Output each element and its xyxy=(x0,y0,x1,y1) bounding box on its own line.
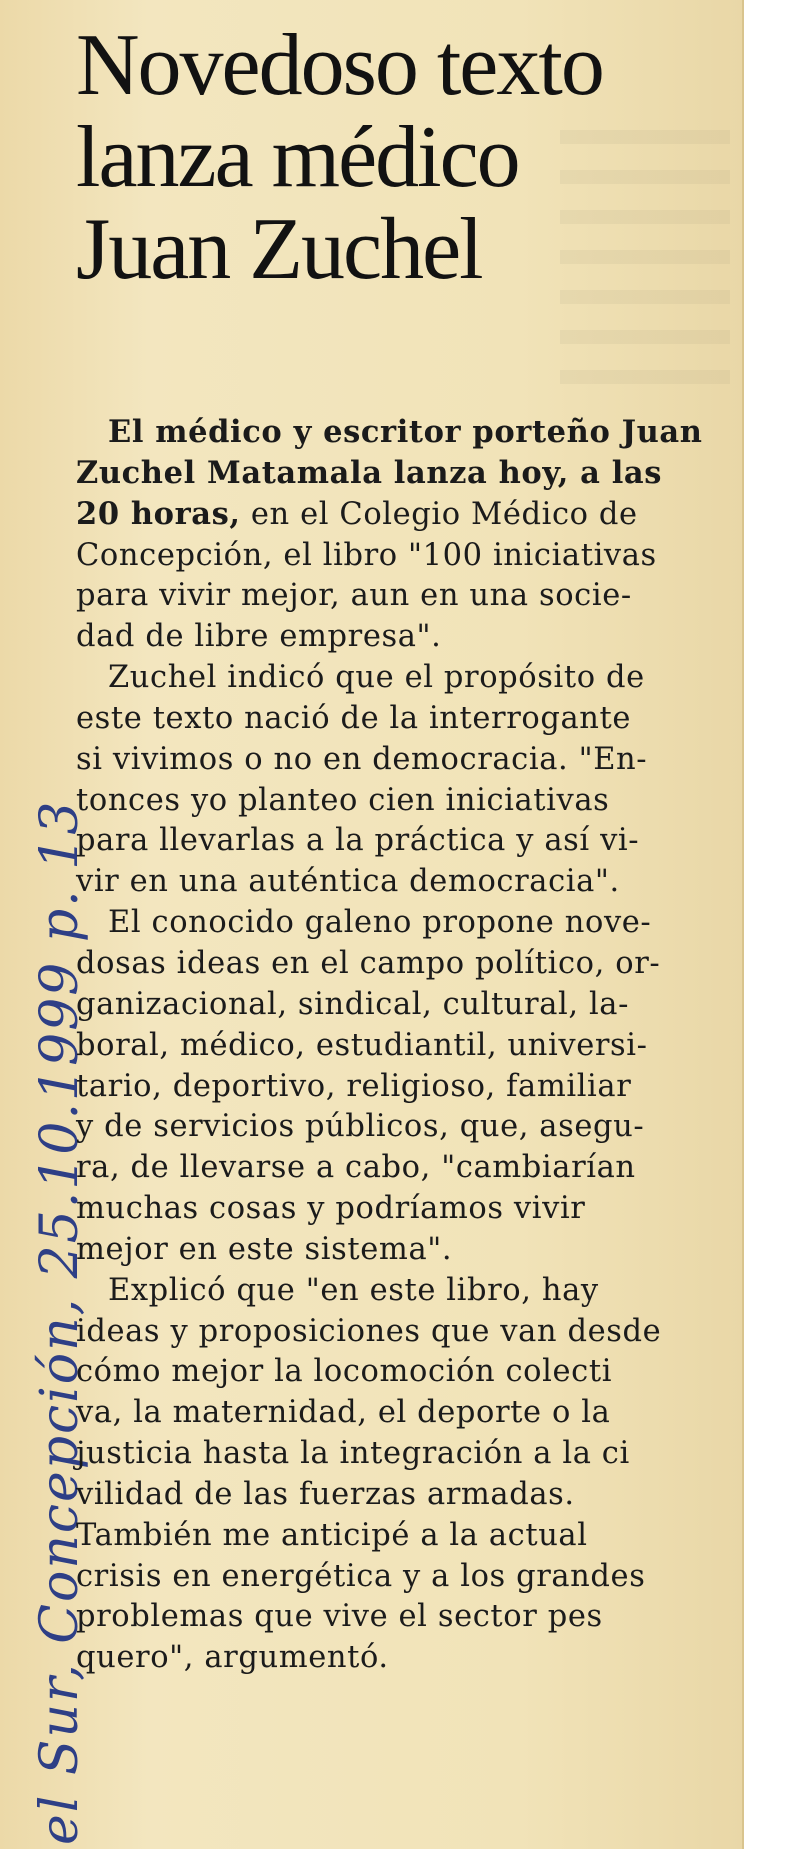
article-line: si vivimos o no en democracia. "En- xyxy=(76,741,648,777)
article-line: tario, deportivo, religioso, familiar xyxy=(76,1068,632,1104)
article-line: muchas cosas y podríamos vivir xyxy=(76,1191,586,1227)
article-span: en el Colegio Médico de xyxy=(240,496,638,532)
article-line: vir en una auténtica democracia". xyxy=(76,864,620,900)
article-line: para vivir mejor, aun en una socie- xyxy=(76,578,632,614)
article-line: tonces yo planteo cien iniciativas xyxy=(76,782,610,818)
article-line: quero", argumentó. xyxy=(76,1640,389,1676)
article-line: ideas y proposiciones que van desde xyxy=(76,1313,662,1349)
article-line: También me anticipé a la actual xyxy=(76,1517,588,1553)
handwritten-source-note: el Sur, Concepción, 25.10.1999 p. 13 xyxy=(30,799,90,1845)
article-bold-span: 20 horas, xyxy=(76,495,241,532)
article-line: y de servicios públicos, que, asegu- xyxy=(76,1109,645,1145)
article-line: vilidad de las fuerzas armadas. xyxy=(76,1476,575,1512)
article-line: El médico y escritor porteño Juan xyxy=(108,414,703,450)
headline-line: Juan Zuchel xyxy=(76,201,482,298)
article-line: va, la maternidad, el deporte o la xyxy=(76,1395,611,1431)
article-line: para llevarlas a la práctica y así vi- xyxy=(76,823,640,859)
article-body xyxy=(76,412,760,1679)
article-line: Explicó que "en este libro, hay xyxy=(108,1272,599,1308)
article-line: Zuchel indicó que el propósito de xyxy=(108,660,645,696)
article-line: dosas ideas en el campo político, or- xyxy=(76,945,661,981)
headline xyxy=(76,17,726,298)
handwritten-annotation xyxy=(2,70,90,1845)
article-line: dad de libre empresa". xyxy=(76,619,442,655)
headline-line: lanza médico xyxy=(76,109,519,206)
article-line: justicia hasta la integración a la ci xyxy=(76,1436,630,1472)
article-line: boral, médico, estudiantil, universi- xyxy=(76,1027,648,1063)
article-line: ra, de llevarse a cabo, "cambiarían xyxy=(76,1150,636,1186)
article-line: Zuchel Matamala lanza hoy, a las xyxy=(76,454,663,491)
article-line: El conocido galeno propone nove- xyxy=(108,905,652,941)
article-line: crisis en energética y a los grandes xyxy=(76,1558,646,1594)
article-line: mejor en este sistema". xyxy=(76,1231,453,1267)
article-line: problemas que vive el sector pes xyxy=(76,1599,603,1635)
article-line: cómo mejor la locomoción colecti xyxy=(76,1354,613,1390)
article-line: Concepción, el libro "100 iniciativas xyxy=(76,537,657,573)
article-line xyxy=(76,494,760,536)
article-line: este texto nació de la interrogante xyxy=(76,700,632,736)
article-line: ganizacional, sindical, cultural, la- xyxy=(76,986,630,1022)
headline-line: Novedoso texto xyxy=(76,17,603,114)
